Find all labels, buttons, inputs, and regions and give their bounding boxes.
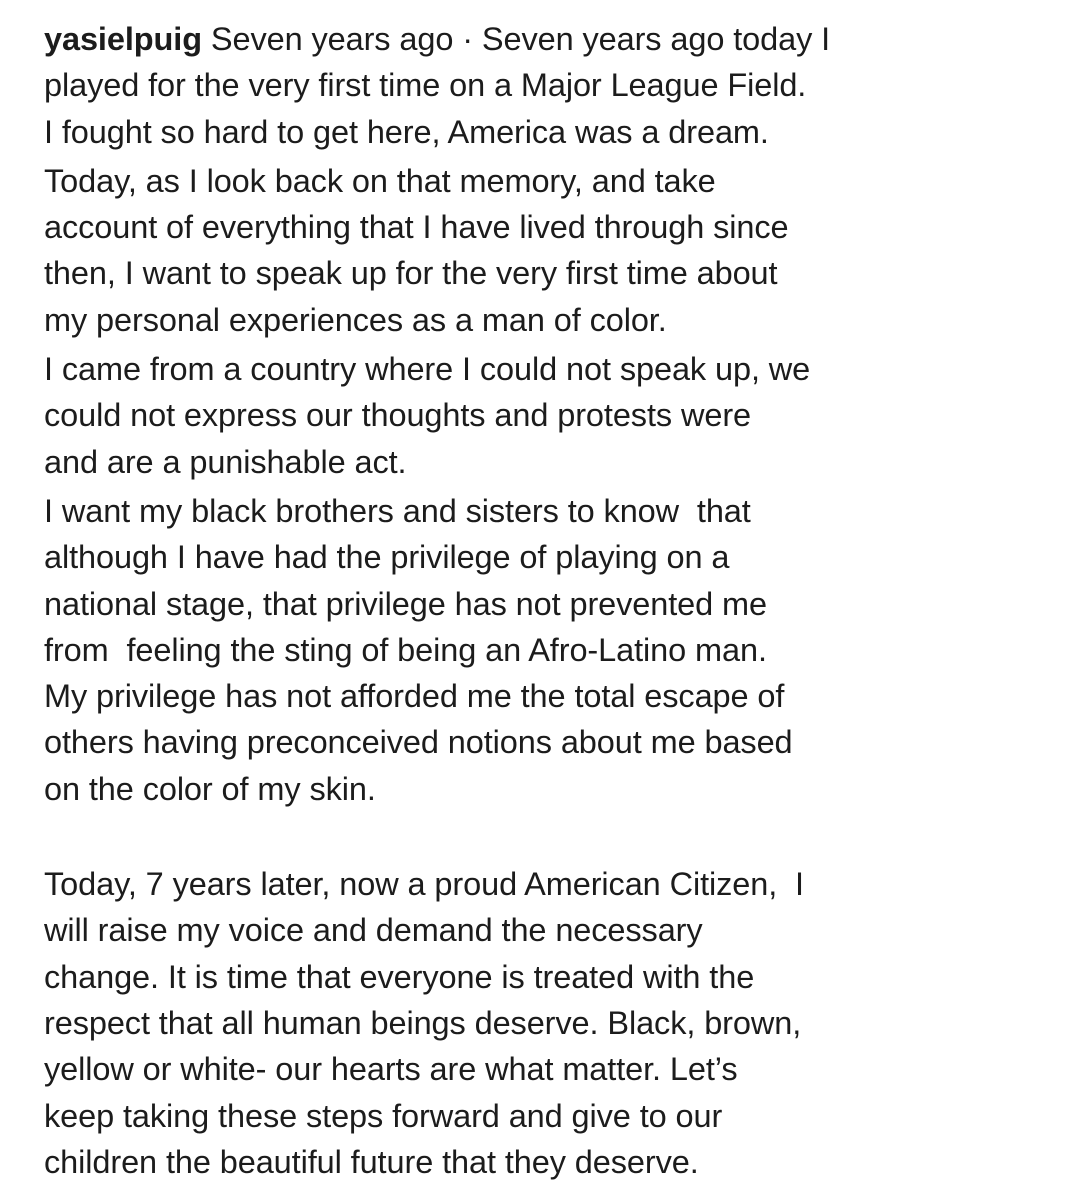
- caption-line: Today, 7 years later, now a proud American Citizen, I: [44, 866, 804, 903]
- caption-line: account of everything that I have lived through since: [44, 209, 789, 246]
- post-timestamp: Seven years ago: [210, 21, 454, 57]
- caption-line: yellow or white- our hearts are what matter. Let’s: [44, 1051, 738, 1088]
- caption-line: Today, as I look back on that memory, and take: [44, 162, 716, 199]
- caption-paragraph-1: [44, 62, 1054, 155]
- caption-line: on the color of my skin.: [44, 770, 376, 807]
- caption-line: respect that all human beings deserve. Black, brown,: [44, 1004, 802, 1041]
- caption-line: will raise my voice and demand the necessary: [44, 912, 703, 949]
- timestamp-separator: ·: [453, 21, 482, 57]
- caption-header-line: [44, 16, 1054, 62]
- caption-line: others having preconceived notions about me based: [44, 724, 793, 761]
- caption-line: children the beautiful future that they deserve.: [44, 1143, 699, 1180]
- caption-line: could not express our thoughts and protests were: [44, 397, 752, 434]
- caption-line: Seven years ago today I: [481, 21, 831, 57]
- caption-line: I want my black brothers and sisters to know that: [44, 492, 751, 529]
- caption-paragraph-5: [44, 861, 1054, 1185]
- post-caption: [44, 16, 1054, 1185]
- caption-paragraph-3: [44, 346, 1054, 485]
- blank-line: [44, 812, 1054, 858]
- caption-line: keep taking these steps forward and give to our: [44, 1097, 723, 1134]
- caption-line: and are a punishable act.: [44, 443, 407, 480]
- caption-line: My privilege has not afforded me the total escape of: [44, 678, 785, 715]
- caption-line: national stage, that privilege has not prevented me: [44, 585, 768, 622]
- caption-line: I fought so hard to get here, America was a dream.: [44, 113, 769, 150]
- caption-line: change. It is time that everyone is treated with the: [44, 958, 755, 995]
- caption-line: then, I want to speak up for the very first time about: [44, 255, 778, 292]
- caption-line: my personal experiences as a man of color.: [44, 301, 667, 338]
- caption-line: from feeling the sting of being an Afro-Latino man.: [44, 631, 767, 668]
- caption-line: I came from a country where I could not speak up, we: [44, 351, 811, 388]
- caption-paragraph-2: [44, 158, 1054, 343]
- caption-line: played for the very first time on a Major League Field.: [44, 67, 807, 104]
- caption-line: although I have had the privilege of playing on a: [44, 539, 730, 576]
- username-link[interactable]: yasielpuig: [44, 21, 202, 57]
- caption-paragraph-4: [44, 488, 1054, 812]
